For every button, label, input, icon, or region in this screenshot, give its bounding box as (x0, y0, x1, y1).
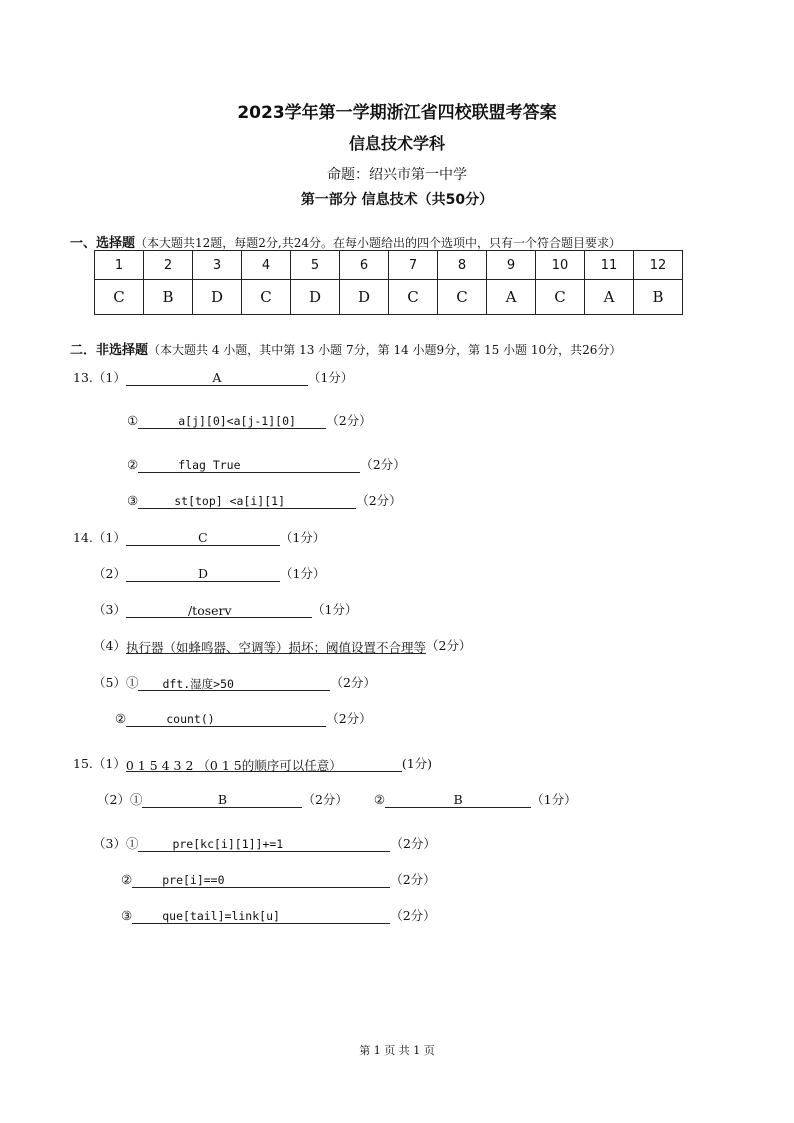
score: （2分） (360, 457, 406, 472)
answer-letter: D (340, 280, 389, 315)
score: （2分） (390, 836, 436, 851)
answer-blank: count() (126, 712, 326, 727)
answer-blank: B (385, 792, 531, 808)
item-prefix: 15.（1） (73, 756, 126, 771)
item-prefix: （2）① (97, 792, 143, 807)
q15-part2 (97, 790, 577, 808)
answer-blank: st[top] <a[i][1] (138, 494, 356, 509)
answer-blank: que[tail]=link[u] (132, 909, 390, 924)
item-prefix: ① (127, 413, 139, 428)
answer-letter: C (389, 280, 438, 315)
item-prefix: （3） (93, 602, 126, 617)
q14-part3 (93, 600, 357, 618)
answer-letter: D (193, 280, 242, 315)
answer-table-number-row (95, 251, 683, 280)
page-title: 2023学年第一学期浙江省四校联盟考答案 (237, 103, 557, 123)
answer-table-letter-row (95, 280, 683, 315)
q14-part2 (93, 564, 325, 582)
answer-letter: D (291, 280, 340, 315)
question-number: 2 (144, 251, 193, 280)
answer-blank: 0 1 5 4 3 2 （0 1 5的顺序可以任意） (126, 756, 402, 772)
section2-label: 二．非选择题 (70, 343, 149, 358)
score: （2分） (390, 908, 436, 923)
score: （2分） (302, 792, 348, 807)
answer-letter: C (438, 280, 487, 315)
score: （2分） (326, 413, 372, 428)
answer-letter: C (536, 280, 585, 315)
q13-circle1 (127, 411, 372, 429)
item-prefix: ③ (127, 493, 139, 508)
section1-label: 一、选择题 (70, 236, 136, 251)
answer-blank: a[j][0]<a[j-1][0] (138, 414, 326, 429)
answer-blank: pre[i]==0 (132, 873, 390, 888)
section1-desc: （本大题共12题，每题2分,共24分。在每小题给出的四个选项中，只有一个符合题目要求） (135, 236, 622, 250)
score: （1分） (307, 370, 354, 385)
item-prefix: 14.（1） (73, 530, 126, 545)
author-line: 命题：绍兴市第一中学 (327, 167, 467, 183)
q13-part1 (73, 368, 353, 386)
answer-table (94, 250, 683, 315)
item-prefix: （3）① (93, 836, 139, 851)
question-number: 9 (487, 251, 536, 280)
question-number: 5 (291, 251, 340, 280)
section1-heading (70, 232, 621, 251)
score: （1分） (279, 530, 326, 545)
answer-letter: C (242, 280, 291, 315)
score: （1分） (311, 602, 358, 617)
question-number: 10 (536, 251, 585, 280)
answer-blank: dft.湿度>50 (138, 676, 330, 691)
q13-circle2 (127, 455, 406, 473)
item-prefix: 13.（1） (73, 370, 126, 385)
answer-blank: flag True (138, 458, 360, 473)
answer-blank: C (126, 530, 280, 546)
item-prefix: （5）① (93, 675, 139, 690)
answer-blank: /toserv (126, 603, 312, 618)
item-prefix: ② (127, 457, 139, 472)
q15-part3-circle2 (121, 870, 436, 888)
item-prefix: ② (115, 711, 127, 726)
q14-part5-circle1 (93, 673, 376, 691)
score: （1分） (531, 792, 577, 807)
answer-blank: B (142, 792, 302, 808)
q15-part1 (73, 754, 432, 772)
question-number: 1 (95, 251, 144, 280)
section2-heading (70, 339, 621, 358)
item-prefix: （2） (93, 566, 126, 581)
question-number: 11 (585, 251, 634, 280)
answer-letter: B (144, 280, 193, 315)
item-prefix: ③ (121, 908, 133, 923)
score: （2分） (330, 675, 376, 690)
score: (1分) (401, 756, 433, 771)
answer-letter: A (487, 280, 536, 315)
item-prefix: ② (121, 872, 133, 887)
question-number: 12 (634, 251, 683, 280)
score: （2分） (390, 872, 436, 887)
answer-letter: C (95, 280, 144, 315)
score: （1分） (279, 566, 326, 581)
question-number: 3 (193, 251, 242, 280)
answer-letter: B (634, 280, 683, 315)
q15-part3-circle1 (93, 834, 436, 852)
answer-blank: D (126, 566, 280, 582)
question-number: 8 (438, 251, 487, 280)
question-number: 7 (389, 251, 438, 280)
part-title: 第一部分 信息技术（共50分） (300, 192, 494, 208)
page-footer: 第 1 页 共 1 页 (359, 1044, 435, 1057)
question-number: 6 (340, 251, 389, 280)
score: （2分） (356, 493, 402, 508)
answer-blank: pre[kc[i][1]]+=1 (138, 837, 390, 852)
question-number: 4 (242, 251, 291, 280)
score: （2分） (425, 638, 472, 653)
q14-part1 (73, 528, 325, 546)
answer-blank: A (126, 370, 308, 386)
answer-blank: 执行器（如蜂鸣器、空调等）损坏；阈值设置不合理等 (125, 640, 426, 655)
q15-part3-circle3 (121, 906, 436, 924)
item-prefix: （4） (93, 638, 126, 653)
q14-part4 (93, 636, 471, 654)
section2-desc: （本大题共 4 小题，其中第 13 小题 7分，第 14 小题9分，第 15 小题 10分，共26分） (148, 343, 622, 357)
subject-title: 信息技术学科 (348, 134, 445, 153)
answer-letter: A (585, 280, 634, 315)
item-prefix: ② (373, 792, 386, 807)
score: （2分） (326, 711, 372, 726)
q13-circle3 (127, 491, 402, 509)
q14-part5-circle2 (115, 709, 372, 727)
